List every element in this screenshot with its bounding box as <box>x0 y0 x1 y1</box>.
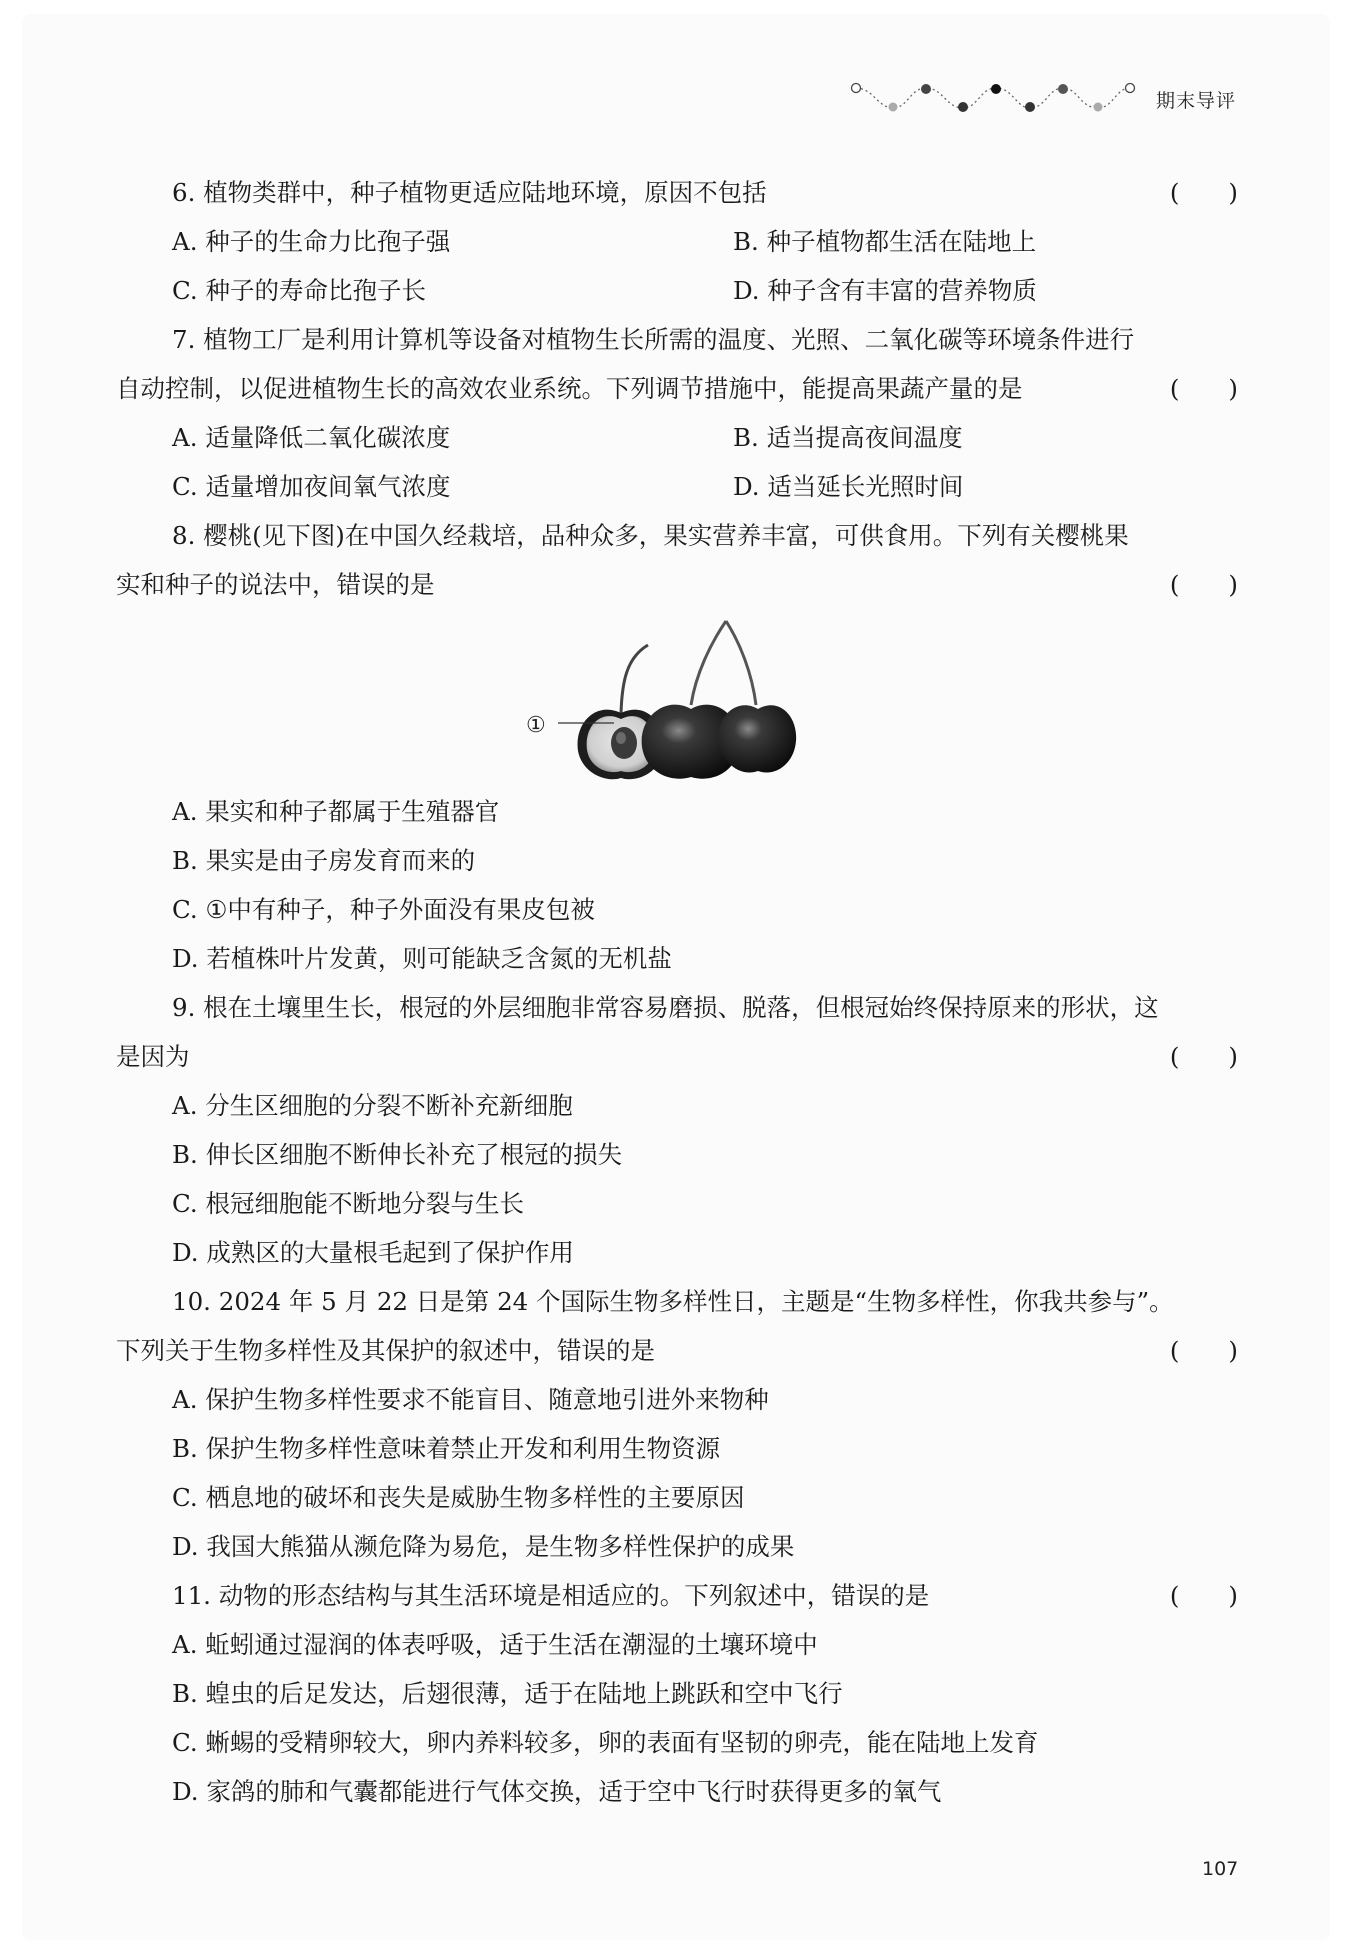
question-11-option-a: A. 蚯蚓通过湿润的体表呼吸，适于生活在潮湿的土壤环境中 <box>172 1630 818 1659</box>
question-6-stem <box>116 168 1238 217</box>
question-8-text: 实和种子的说法中，错误的是 <box>116 570 435 599</box>
question-11-option-d: D. 家鸽的肺和气囊都能进行气体交换，适于空中飞行时获得更多的氧气 <box>172 1777 942 1806</box>
page-number: 107 <box>1202 1858 1239 1880</box>
question-7-option-d: D. 适当延长光照时间 <box>733 472 964 501</box>
page-header <box>0 0 1350 140</box>
question-8-option-c: C. ①中有种子，种子外面没有果皮包被 <box>172 895 595 924</box>
question-9-text: 是因为 <box>116 1042 190 1071</box>
question-9-option-b: B. 伸长区细胞不断伸长补充了根冠的损失 <box>172 1140 623 1169</box>
answer-bracket: ( ) <box>1169 570 1238 599</box>
question-8-option-d: D. 若植株叶片发黄，则可能缺乏含氮的无机盐 <box>172 944 672 973</box>
question-10-text: 下列关于生物多样性及其保护的叙述中，错误的是 <box>116 1336 655 1365</box>
answer-bracket: ( ) <box>1169 1042 1238 1071</box>
question-10-option-b: B. 保护生物多样性意味着禁止开发和利用生物资源 <box>172 1434 721 1463</box>
question-11-option-b: B. 蝗虫的后足发达，后翅很薄，适于在陆地上跳跃和空中飞行 <box>172 1679 843 1708</box>
header-title: 期末导评 <box>1156 90 1237 112</box>
question-11-option-c: C. 蜥蜴的受精卵较大，卵内养料较多，卵的表面有坚韧的卵壳，能在陆地上发育 <box>172 1728 1039 1757</box>
bead-chain-decoration <box>848 78 1138 118</box>
cherry-figure <box>116 609 1238 787</box>
question-10-option-d: D. 我国大熊猫从濒危降为易危，是生物多样性保护的成果 <box>172 1532 795 1561</box>
question-7-option-c: C. 适量增加夜间氧气浓度 <box>172 472 451 501</box>
question-9-option-d: D. 成熟区的大量根毛起到了保护作用 <box>172 1238 574 1267</box>
question-8-option-b: B. 果实是由子房发育而来的 <box>172 846 476 875</box>
question-6-option-b: B. 种子植物都生活在陆地上 <box>733 227 1037 256</box>
answer-bracket: ( ) <box>1169 178 1238 207</box>
question-9-option-c: C. 根冠细胞能不断地分裂与生长 <box>172 1189 524 1218</box>
question-7-option-b: B. 适当提高夜间温度 <box>733 423 963 452</box>
question-7-stem-line-2 <box>116 364 1238 413</box>
question-6-options-row-2 <box>116 266 1238 315</box>
question-10-stem-line-1: 10. 2024 年 5 月 22 日是第 24 个国际生物多样性日，主题是“生物多样性，你我共参与”。 <box>172 1287 1174 1316</box>
answer-bracket: ( ) <box>1169 1581 1238 1610</box>
question-9-option-a: A. 分生区细胞的分裂不断补充新细胞 <box>172 1091 573 1120</box>
question-7-options-row-1 <box>116 413 1238 462</box>
answer-bracket: ( ) <box>1169 1336 1238 1365</box>
question-10-stem-line-2 <box>116 1326 1238 1375</box>
question-9-stem-line-1: 9. 根在土壤里生长，根冠的外层细胞非常容易磨损、脱落，但根冠始终保持原来的形状，这 <box>172 993 1159 1022</box>
question-8-option-a: A. 果实和种子都属于生殖器官 <box>172 797 500 826</box>
question-9-stem-line-2 <box>116 1032 1238 1081</box>
question-6-text: 6. 植物类群中，种子植物更适应陆地环境，原因不包括 <box>172 178 767 207</box>
answer-bracket: ( ) <box>1169 374 1238 403</box>
question-6-option-d: D. 种子含有丰富的营养物质 <box>733 276 1037 305</box>
question-6-option-c: C. 种子的寿命比孢子长 <box>172 276 426 305</box>
question-6-option-a: A. 种子的生命力比孢子强 <box>172 227 451 256</box>
question-7-stem-line-1: 7. 植物工厂是利用计算机等设备对植物生长所需的温度、光照、二氧化碳等环境条件进行 <box>172 325 1135 354</box>
cherry-illustration <box>526 613 836 785</box>
question-11-stem <box>116 1571 1238 1620</box>
question-8-stem-line-1: 8. 樱桃(见下图)在中国久经栽培，品种众多，果实营养丰富，可供食用。下列有关樱桃果 <box>172 521 1129 550</box>
question-11-text: 11. 动物的形态结构与其生活环境是相适应的。下列叙述中，错误的是 <box>172 1581 930 1610</box>
question-6-options-row-1 <box>116 217 1238 266</box>
question-8-stem-line-2 <box>116 560 1238 609</box>
question-list <box>116 168 1238 1816</box>
question-7-options-row-2 <box>116 462 1238 511</box>
figure-label-1: ① <box>526 713 546 738</box>
question-7-option-a: A. 适量降低二氧化碳浓度 <box>172 423 451 452</box>
question-10-option-c: C. 栖息地的破坏和丧失是威胁生物多样性的主要原因 <box>172 1483 745 1512</box>
question-7-text: 自动控制，以促进植物生长的高效农业系统。下列调节措施中，能提高果蔬产量的是 <box>116 374 1023 403</box>
question-10-option-a: A. 保护生物多样性要求不能盲目、随意地引进外来物种 <box>172 1385 769 1414</box>
